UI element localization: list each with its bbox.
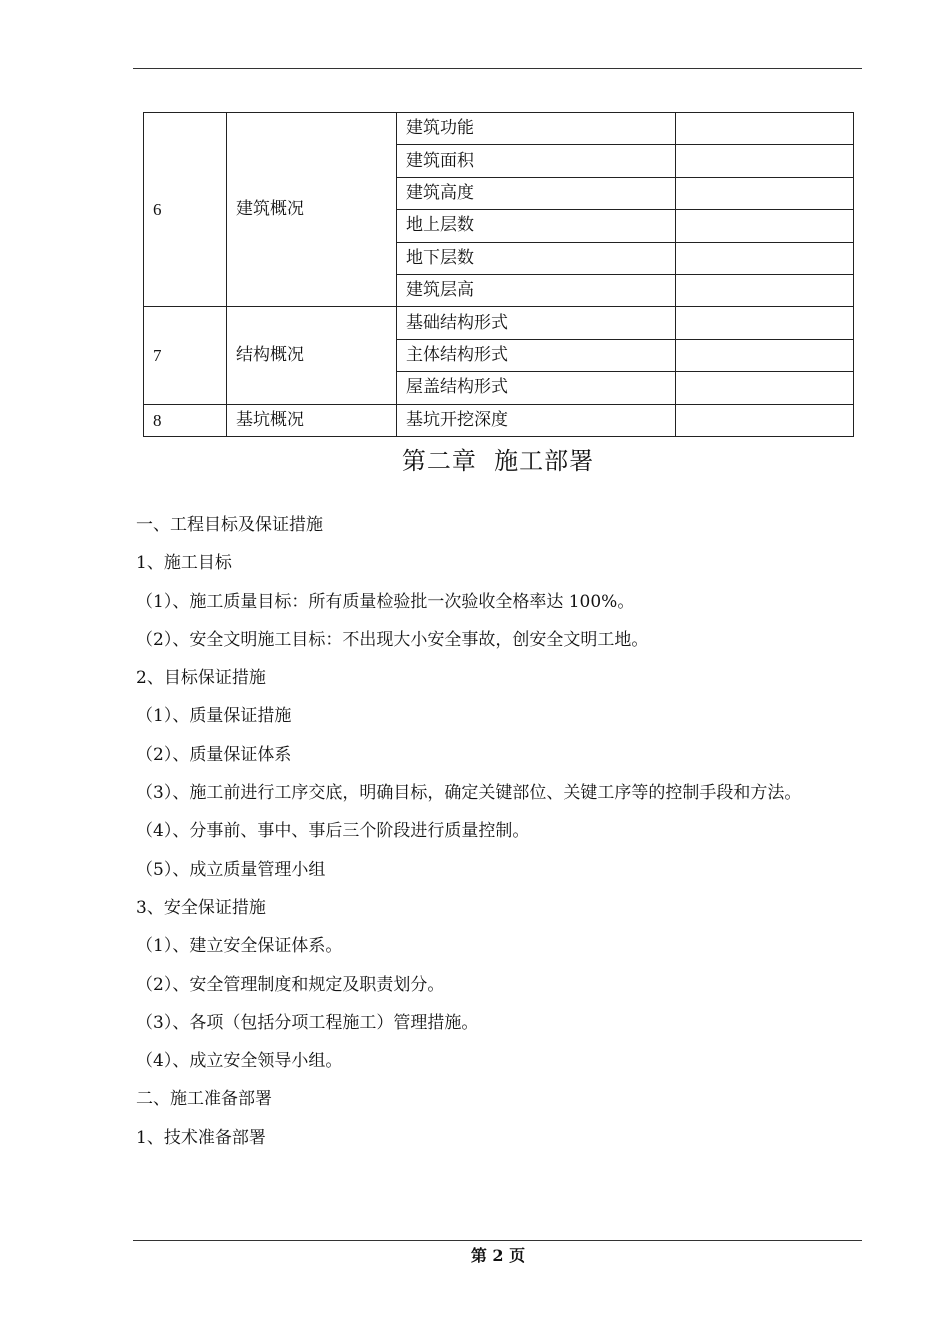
paragraph: （1）、施工质量目标：所有质量检验批一次验收全格率达 100%。 [136, 591, 635, 612]
item-value [676, 404, 854, 436]
paragraph: （1）、质量保证措施 [136, 706, 292, 727]
item-label: 建筑面积 [397, 145, 676, 177]
item-value [676, 177, 854, 209]
item-value [676, 210, 854, 242]
paragraph: 1、施工目标 [136, 553, 232, 574]
paragraph: （4）、成立安全领导小组。 [136, 1051, 343, 1072]
paragraph: （2）、安全管理制度和规定及职责划分。 [136, 974, 445, 995]
chapter-title: 第二章 施工部署 [401, 447, 595, 475]
table-row [144, 307, 854, 339]
table-row [144, 113, 854, 145]
paragraph: 1、技术准备部署 [136, 1127, 266, 1148]
paragraph: （1）、建立安全保证体系。 [136, 936, 343, 957]
row-number: 7 [144, 307, 227, 404]
item-value [676, 372, 854, 404]
paragraph: （3）、施工前进行工序交底，明确目标，确定关键部位、关键工序等的控制手段和方法。 [136, 783, 802, 804]
item-value [676, 274, 854, 306]
paragraph: （2）、安全文明施工目标：不出现大小安全事故，创安全文明工地。 [136, 629, 649, 650]
row-category: 建筑概况 [227, 113, 397, 307]
header-rule [133, 68, 862, 69]
item-value [676, 145, 854, 177]
item-label: 主体结构形式 [397, 339, 676, 371]
row-number: 6 [144, 113, 227, 307]
item-label: 地下层数 [397, 242, 676, 274]
item-label: 建筑层高 [397, 274, 676, 306]
item-value [676, 307, 854, 339]
paragraph: （4）、分事前、事中、事后三个阶段进行质量控制。 [136, 821, 530, 842]
page-number: 第 2 页 [470, 1246, 526, 1265]
paragraph: （3）、各项（包括分项工程施工）管理措施。 [136, 1012, 479, 1033]
item-label: 地上层数 [397, 210, 676, 242]
project-overview-table [143, 112, 854, 437]
row-number: 8 [144, 404, 227, 436]
row-category: 基坑概况 [227, 404, 397, 436]
item-value [676, 113, 854, 145]
item-value [676, 242, 854, 274]
body-text [136, 506, 864, 1157]
item-label: 基础结构形式 [397, 307, 676, 339]
item-label: 建筑功能 [397, 113, 676, 145]
item-label: 建筑高度 [397, 177, 676, 209]
item-label: 屋盖结构形式 [397, 372, 676, 404]
paragraph: 2、目标保证措施 [136, 668, 266, 689]
footer-rule [133, 1240, 862, 1241]
paragraph: （5）、成立质量管理小组 [136, 859, 326, 880]
row-category: 结构概况 [227, 307, 397, 404]
paragraph: 一、工程目标及保证措施 [136, 515, 323, 535]
paragraph: 3、安全保证措施 [136, 897, 266, 918]
item-label: 基坑开挖深度 [397, 404, 676, 436]
paragraph: 二、施工准备部署 [136, 1089, 272, 1110]
item-value [676, 339, 854, 371]
paragraph: （2）、质量保证体系 [136, 744, 292, 765]
table-row [144, 404, 854, 436]
